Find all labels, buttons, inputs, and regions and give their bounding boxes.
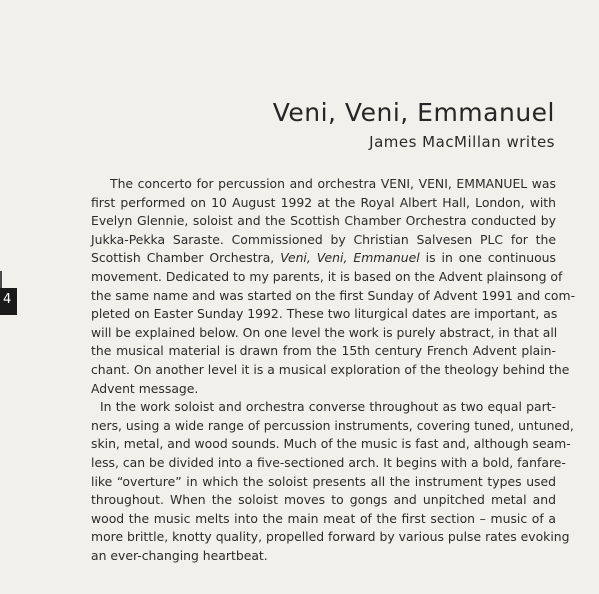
text-line: Advent message. — [91, 380, 199, 396]
text-line: an ever-changing heartbeat. — [91, 547, 268, 563]
text-line: chant. On another level it is a musical exploration of the theology behind the — [91, 361, 570, 377]
text-line: In the work soloist and orchestra converse throughout as two equal part- — [100, 399, 556, 415]
text-line: Evelyn Glennie, soloist and the Scottish Chamber Orchestra conducted by — [91, 213, 556, 229]
text-line: wood the music melts into the main meat of the first section – music of a — [91, 510, 556, 526]
text-line: will be explained below. On one level the work is purely abstract, in that all — [91, 324, 558, 340]
text-line: more brittle, knotty quality, propelled forward by various pulse rates evoking — [91, 529, 570, 545]
text-line: movement. Dedicated to my parents, it is based on the Advent plainsong of — [91, 268, 563, 284]
text-line: like “overture” in which the soloist presents all the instrument types used — [91, 473, 556, 489]
text-line: less, can be divided into a five-sectioned arch. It begins with a bold, fanfare- — [91, 454, 566, 470]
page-subtitle: James MacMillan writes — [369, 133, 555, 151]
article-body — [91, 175, 576, 565]
text-line: the musical material is drawn from the 15th century French Advent plain- — [91, 343, 556, 359]
page-number: 4 — [3, 292, 12, 307]
italic-title: Veni, Veni, Emmanuel — [280, 250, 420, 266]
text-fragment: Scottish Chamber Orchestra, — [91, 250, 281, 266]
text-fragment: is in one continuous — [419, 250, 556, 266]
text-line-with-italic — [91, 249, 556, 268]
page-number-tab — [0, 288, 17, 315]
page-title: Veni, Veni, Emmanuel — [272, 98, 555, 127]
text-line: the same name and was started on the first Sunday of Advent 1991 and com- — [91, 287, 576, 303]
text-line: The concerto for percussion and orchestra VENI, VENI, EMMANUEL was — [110, 176, 556, 191]
paragraph-2 — [91, 398, 574, 565]
text-line: first performed on 10 August 1992 at the Royal Albert Hall, London, with — [91, 194, 556, 210]
paragraph-1 — [91, 175, 576, 398]
text-line: skin, metal, and wood sounds. Much of the music is fast and, although seam- — [91, 436, 571, 452]
text-line: Jukka-Pekka Saraste. Commissioned by Christian Salvesen PLC for the — [91, 231, 556, 247]
text-line: throughout. When the soloist moves to gongs and unpitched metal and — [91, 492, 556, 508]
text-line: pleted on Easter Sunday 1992. These two liturgical dates are important, as — [91, 306, 558, 322]
text-line: ners, using a wide range of percussion instruments, covering tuned, untuned, — [91, 417, 574, 433]
page-tab-rule — [0, 271, 2, 288]
